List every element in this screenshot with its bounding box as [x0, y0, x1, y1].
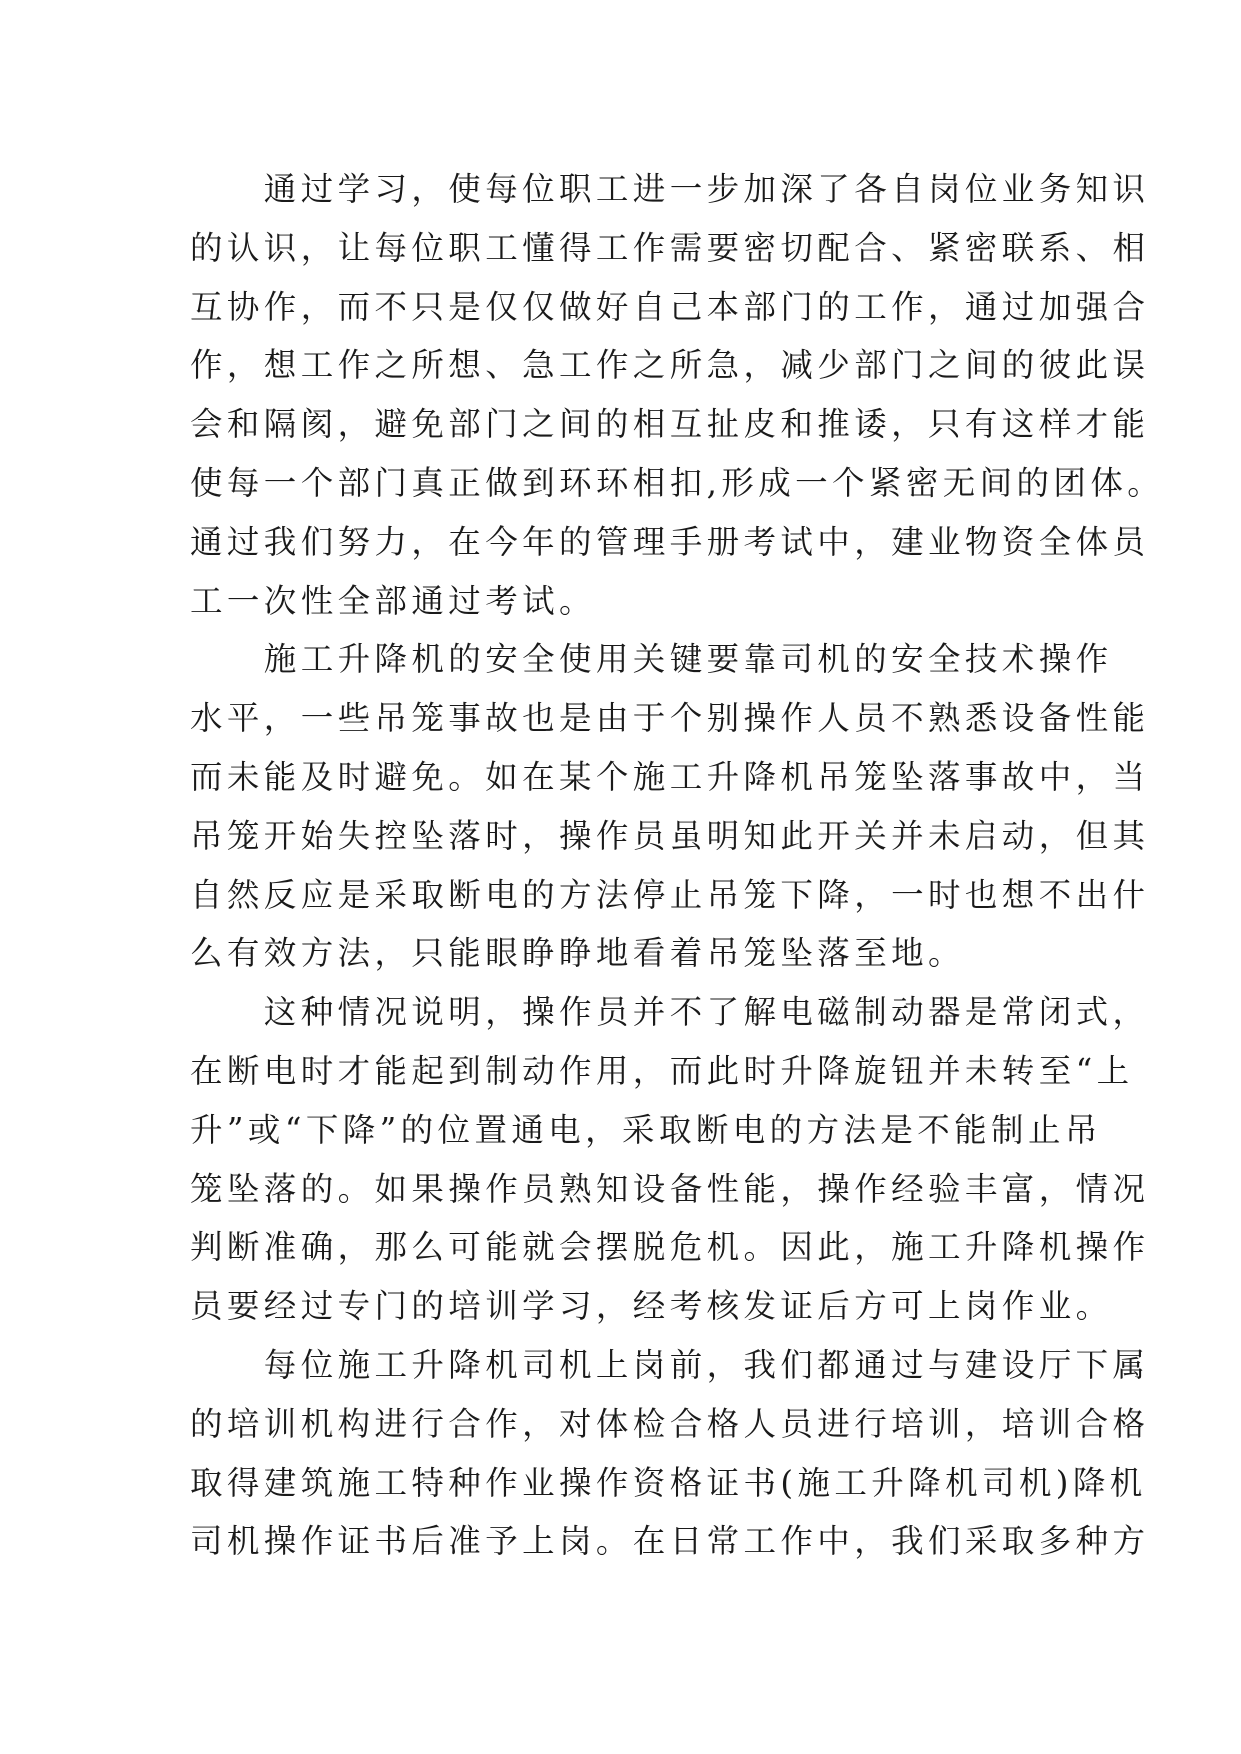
- text-line: 的培训机构进行合作，对体检合格人员进行培训，培训合格: [190, 1404, 1150, 1443]
- text-line: 使每一个部门真正做到环环相扣,形成一个紧密无间的团体。: [190, 463, 1165, 502]
- text-line: 员要经过专门的培训学习，经考核发证后方可上岗作业。: [190, 1287, 1113, 1326]
- text-line: 取得建筑施工特种作业操作资格证书(施工升降机司机)降机: [190, 1463, 1147, 1502]
- text-line: 在断电时才能起到制动作用，而此时升降旋钮并未转至“上: [190, 1051, 1134, 1090]
- text-line: 笼坠落的。如果操作员熟知设备性能，操作经验丰富，情况: [190, 1169, 1150, 1208]
- text-line: 司机操作证书后准予上岗。在日常工作中，我们采取多种方: [190, 1522, 1150, 1561]
- text-line: 工一次性全部通过考试。: [190, 581, 596, 620]
- text-line: 这种情况说明，操作员并不了解电磁制动器是常闭式，: [190, 993, 1150, 1032]
- body-text: [190, 160, 1165, 1571]
- text-line: 通过我们努力，在今年的管理手册考试中，建业物资全体员: [190, 522, 1150, 561]
- text-line: 互协作，而不只是仅仅做好自己本部门的工作，通过加强合: [190, 287, 1150, 326]
- text-line: 而未能及时避免。如在某个施工升降机吊笼坠落事故中，当: [190, 757, 1150, 796]
- text-line: 通过学习，使每位职工进一步加深了各自岗位业务知识: [190, 170, 1150, 208]
- text-line: 升”或“下降”的位置通电，采取断电的方法是不能制止吊: [190, 1110, 1102, 1149]
- text-line: 水平，一些吊笼事故也是由于个别操作人员不熟悉设备性能: [190, 699, 1150, 738]
- text-line: 自然反应是采取断电的方法停止吊笼下降，一时也想不出什: [190, 875, 1150, 914]
- text-line: 判断准确，那么可能就会摆脱危机。因此，施工升降机操作: [190, 1228, 1150, 1267]
- text-line: 会和隔阂，避免部门之间的相互扯皮和推诿，只有这样才能: [190, 405, 1150, 444]
- text-line: 的认识，让每位职工懂得工作需要密切配合、紧密联系、相: [190, 228, 1150, 267]
- text-line: 施工升降机的安全使用关键要靠司机的安全技术操作: [190, 640, 1113, 679]
- text-line: 吊笼开始失控坠落时，操作员虽明知此开关并未启动，但其: [190, 816, 1150, 855]
- text-line: 每位施工升降机司机上岗前，我们都通过与建设厅下属: [190, 1345, 1150, 1384]
- text-line: 作，想工作之所想、急工作之所急，减少部门之间的彼此误: [190, 346, 1150, 385]
- text-line: 么有效方法，只能眼睁睁地看着吊笼坠落至地。: [190, 934, 965, 973]
